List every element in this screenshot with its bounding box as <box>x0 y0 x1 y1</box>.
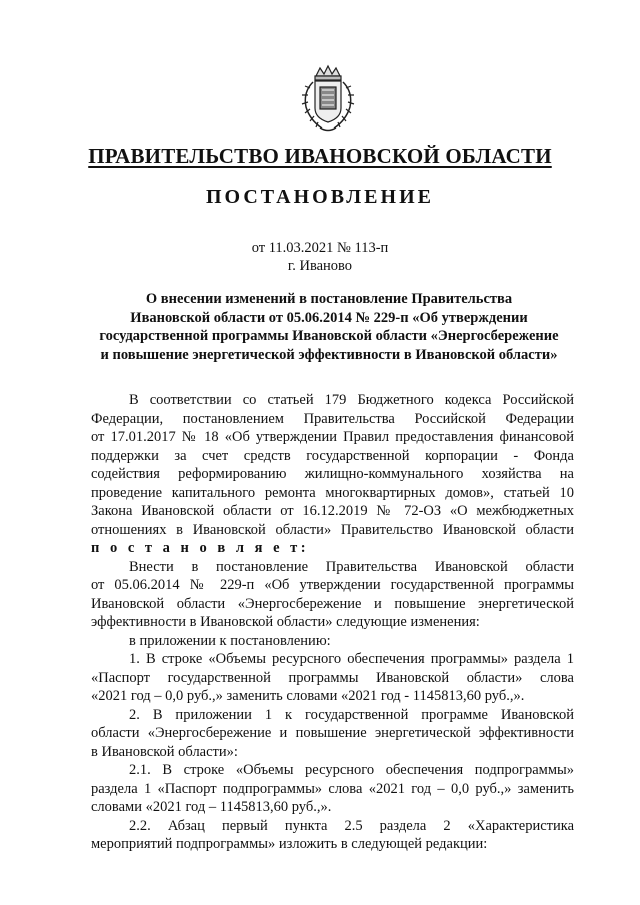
body-line: 1. В строке «Объемы ресурсного обеспечения программы» раздела 1 <box>129 651 574 667</box>
document-type: ПОСТАНОВЛЕНИЕ <box>206 186 434 208</box>
body-line: Ивановской области «Энергосбережение и повышение энергетической <box>91 595 574 612</box>
date-number-block <box>0 239 640 275</box>
coat-of-arms-emblem <box>298 62 358 136</box>
city: г. Иваново <box>287 258 353 274</box>
body-line: Внести в постановление Правительства Ивановской области <box>129 558 574 575</box>
body-line: в Ивановской области»: <box>91 743 238 760</box>
body-line: 2.1. В строке «Объемы ресурсного обеспечения подпрограммы» <box>129 762 574 778</box>
body-line: «2021 год – 0,0 руб.,» заменить словами «2021 год - 1145813,60 руб.,». <box>91 688 525 704</box>
body-line: отношениях в Ивановской области» Правительство Ивановской области <box>91 521 574 538</box>
body-line: Закона Ивановской области от 16.12.2019 № 72-ОЗ «О межбюджетных <box>91 503 574 519</box>
date-number: от 11.03.2021 № 113-п <box>251 240 389 256</box>
body-line: раздела 1 «Паспорт подпрограммы» слова «2021 год – 0,0 руб.,» заменить <box>91 780 574 797</box>
body-line: от 17.01.2017 № 18 «Об утверждении Правил предоставления финансовой <box>91 429 574 445</box>
government-title: ПРАВИТЕЛЬСТВО ИВАНОВСКОЙ ОБЛАСТИ <box>88 144 552 168</box>
document-subject <box>86 290 572 364</box>
subject-line: О внесении изменений в постановление Правительства <box>145 291 513 307</box>
body-line: эффективности в Ивановской области» следующие изменения: <box>91 614 480 630</box>
body-line: в приложении к постановлению: <box>129 632 331 649</box>
body-line: содействия реформированию жилищно-коммунального хозяйства на <box>91 466 574 482</box>
document-body <box>91 391 574 854</box>
body-line: от 05.06.2014 № 229-п «Об утверждении государственной программы <box>91 577 574 593</box>
body-line: п о с т а н о в л я е т: <box>91 540 310 556</box>
body-line: 2.2. Абзац первый пункта 2.5 раздела 2 «Характеристика <box>129 817 574 834</box>
body-line: поддержки за счет средств государственной корпорации - Фонда <box>91 447 574 464</box>
subject-line: и повышение энергетической эффективности в Ивановской области» <box>100 346 558 363</box>
body-line: 2. В приложении 1 к государственной программе Ивановской <box>129 706 574 723</box>
body-line: мероприятий подпрограммы» изложить в следующей редакции: <box>91 836 488 852</box>
subject-line: Ивановской области от 05.06.2014 № 229-п «Об утверждении <box>130 309 528 326</box>
body-line: проведение капитального ремонта многоквартирных домов», статьей 10 <box>91 484 574 501</box>
body-line: Федерации, постановлением Правительства Российской Федерации <box>91 410 574 427</box>
body-line: «Паспорт государственной программы Ивановской области» слова <box>91 669 574 686</box>
body-line: В соответствии со статьей 179 Бюджетного кодекса Российской <box>129 392 574 408</box>
body-line: словами «2021 год – 1145813,60 руб.,». <box>91 799 332 815</box>
subject-line: государственной программы Ивановской области «Энергосбережение <box>99 328 559 344</box>
body-line: области «Энергосбережение и повышение энергетической эффективности <box>91 725 574 741</box>
